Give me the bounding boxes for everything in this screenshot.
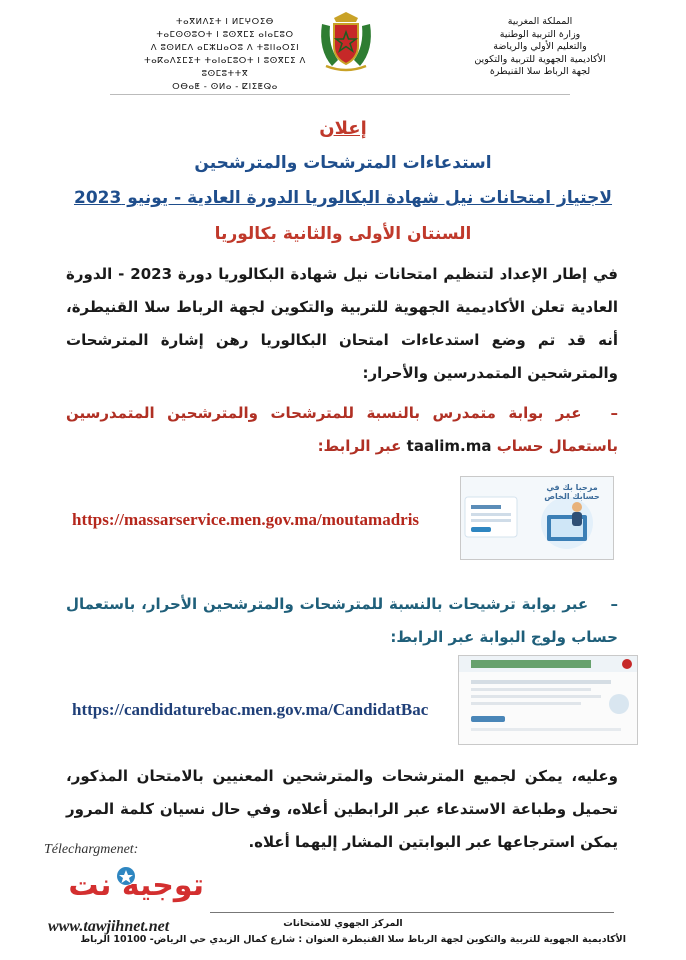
thumb-caption: مرحبا بك في حسابك الخاص bbox=[544, 483, 600, 501]
header-arabic-line: الأكاديمية الجهوية للتربية والتكوين bbox=[474, 53, 606, 65]
header-divider bbox=[110, 94, 570, 95]
footer-center: المركز الجهوي للامتحانات bbox=[283, 918, 403, 929]
header-tifinagh-line: ⵔⴱⴰⵟ - ⵙⵍⴰ - ⵇⵏⵉⵟⵕⴰ bbox=[172, 82, 278, 92]
item-free-candidates bbox=[66, 588, 618, 654]
header-arabic-line: والتعليم الأولي والرياضة bbox=[493, 41, 587, 52]
header-tifinagh-line: ⵜⴰⴽⴰⴷⵉⵎⵉⵜ ⵜⴰⵏⴰⵎⵓⵔⵜ ⵏ ⵓⵙⴳⵎⵉ ⴷ ⵓⵙⵎⵓⵜⵜⴳ bbox=[144, 56, 306, 79]
header-arabic-line: وزارة التربية الوطنية bbox=[499, 28, 581, 40]
massar-link[interactable]: https://massarservice.men.gov.ma/moutamadris bbox=[72, 510, 420, 529]
watermark-label: Télechargmenet: bbox=[44, 842, 139, 857]
massar-portal-screenshot bbox=[460, 476, 614, 560]
exam-title: لاجتياز امتحانات نيل شهادة البكالوريا الدورة العادية - يونيو 2023 bbox=[73, 188, 613, 208]
candidature-link[interactable]: https://candidaturebac.men.gov.ma/CandidatBac bbox=[72, 700, 429, 719]
footer-divider bbox=[210, 912, 614, 913]
header-arabic bbox=[440, 16, 640, 79]
footer-address: الأكاديمية الجهوية للتربية والتكوين لجهة الرباط سلا القنيطرة العنوان : شارع كمال الزبدي حي الرياض- 10100 الرباط bbox=[80, 934, 626, 945]
item-text: عبر بوابة متمدرس بالنسبة للمترشحات والمترشحين المتمدرسين باستعمال حساب bbox=[66, 404, 618, 455]
watermark-url[interactable]: www.tawjihnet.net bbox=[48, 918, 170, 935]
years-title: السنتان الأولى والثانية بكالوريا bbox=[214, 224, 472, 244]
announcement-title: إعلان bbox=[319, 118, 367, 139]
item-text-after: عبر الرابط: bbox=[317, 437, 402, 455]
intro-paragraph: في إطار الإعداد لتنظيم امتحانات نيل شهادة البكالوريا دورة 2023 - الدورة العادية تعلن الأكاديمية الجهوية للتربية والتكوين لجهة الرباط سلا القنيطرة، أنه قد تم وضع استدعاءات امتحان البكالوريا رهن إشارة المترشحات والمترشحين المتمدرسين والأحرار: bbox=[66, 265, 618, 382]
watermark-brand: توجيه نت bbox=[68, 868, 204, 903]
candidature-portal-screenshot bbox=[458, 655, 638, 745]
header-tifinagh bbox=[130, 16, 320, 94]
coat-of-arms-icon bbox=[314, 10, 378, 74]
item-dash: – bbox=[610, 595, 618, 613]
item-dash: – bbox=[610, 404, 618, 422]
item-text: عبر بوابة ترشيحات بالنسبة للمترشحات والمترشحين الأحرار، باستعمال حساب ولوج البوابة عبر الرابط: bbox=[66, 595, 618, 646]
header-tifinagh-line: ⵜⴰⵎⵙⵙⵓⵔⵜ ⵏ ⵓⵙⴳⵎⵉ ⴰⵏⴰⵎⵓⵔ bbox=[156, 30, 294, 40]
watermark-logo bbox=[44, 858, 204, 918]
account-name: taalim.ma bbox=[406, 437, 492, 455]
header-tifinagh-line: ⴷ ⵓⵙⵍⵎⴷ ⴰⵎⵣⵡⴰⵔⵓ ⴷ ⵜⵓⵏⵏⴰⵔⵉⵏ bbox=[150, 43, 300, 53]
portal-form-icon bbox=[459, 656, 637, 744]
closing-paragraph: وعليه، يمكن لجميع المترشحات والمترشحين المعنيين بالامتحان المذكور، تحميل وطباعة الاستدعاء عبر الرابطين أعلاه، وفي حال نسيان كلمة المرور يمكن استرجاعها عبر البوابتين المشار إليهما أعلاه. bbox=[66, 767, 618, 851]
subtitle: استدعاءات المترشحات والمترشحين bbox=[194, 153, 492, 173]
item-schooled-candidates bbox=[66, 397, 618, 463]
header-tifinagh-line: ⵜⴰⴳⵍⴷⵉⵜ ⵏ ⵍⵎⵖⵔⵉⴱ bbox=[176, 17, 274, 27]
header-arabic-line: لجهة الرباط سلا القنيطرة bbox=[489, 66, 591, 77]
header-arabic-line: المملكة المغربية bbox=[507, 16, 573, 27]
